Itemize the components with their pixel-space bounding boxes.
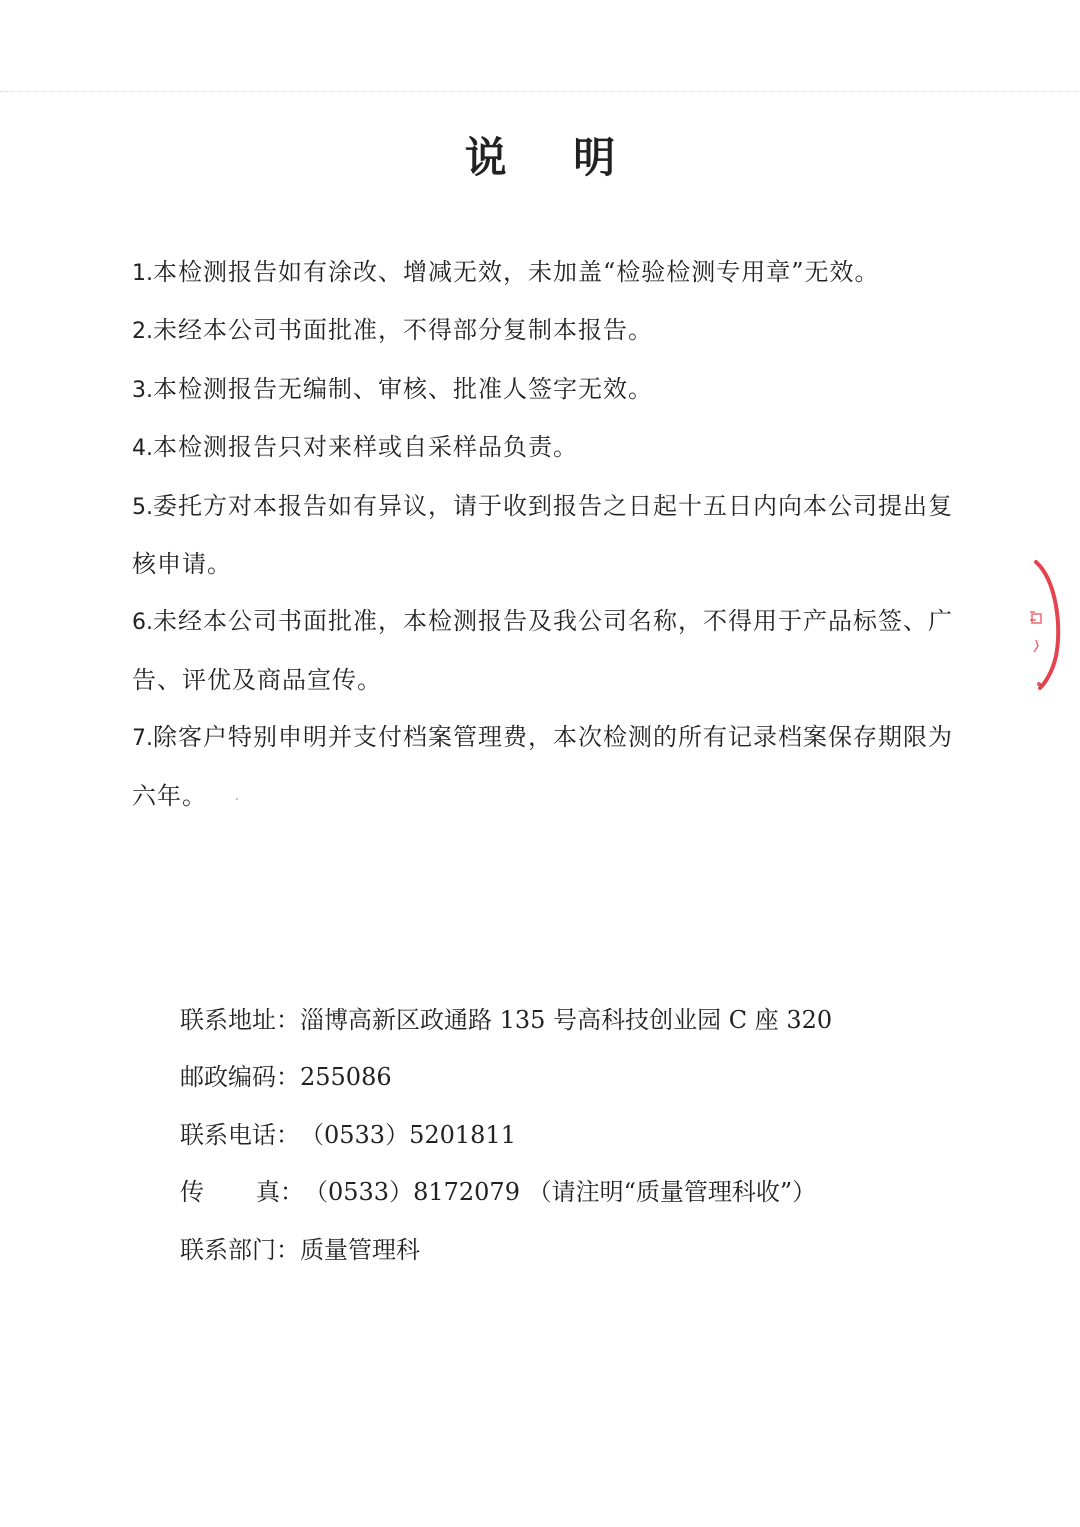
note-number: 5. xyxy=(132,494,153,520)
seal-icon xyxy=(1022,556,1080,696)
contact-phone-row xyxy=(180,1107,960,1164)
contact-fax-row xyxy=(180,1164,960,1221)
note-text: 未经本公司书面批准，不得部分复制本报告。 xyxy=(153,316,653,345)
dept-value: 质量管理科 xyxy=(300,1235,420,1264)
note-number: 4. xyxy=(132,436,153,462)
note-number: 3. xyxy=(132,377,153,403)
note-item-3 xyxy=(132,361,972,419)
notes-list xyxy=(132,244,972,825)
note-number: 7. xyxy=(132,726,153,752)
note-number: 6. xyxy=(132,610,153,636)
note-text: 本检测报告只对来样或自采样品负责。 xyxy=(153,433,578,462)
header-rule xyxy=(0,91,1080,92)
note-text: 未经本公司书面批准，本检测报告及我公司名称，不得用于产品标签、广告、评优及商品宣传。 xyxy=(132,607,953,694)
address-value: 淄博高新区政通路 135 号高科技创业园 C 座 320 xyxy=(300,1006,833,1034)
note-text: 本检测报告无编制、审核、批准人签字无效。 xyxy=(153,374,653,403)
dept-label: 联系部门： xyxy=(180,1235,300,1264)
phone-value: （0533）5201811 xyxy=(300,1120,516,1149)
contact-info xyxy=(180,992,960,1279)
note-text: 本检测报告如有涂改、增减无效，未加盖“检验检测专用章”无效。 xyxy=(153,258,880,286)
fax-label-last: 真： xyxy=(256,1178,304,1207)
postcode-label: 邮政编码： xyxy=(180,1063,300,1092)
note-item-1 xyxy=(132,244,972,302)
note-number: 2. xyxy=(132,319,153,345)
contact-postcode-row xyxy=(180,1049,960,1106)
note-item-7 xyxy=(132,709,972,825)
fax-label-first: 传 xyxy=(180,1178,256,1207)
fax-value: （0533）8172079 （请注明“质量管理科收”） xyxy=(304,1178,817,1207)
note-item-6 xyxy=(132,593,972,709)
address-label: 联系地址： xyxy=(180,1006,300,1034)
note-item-2 xyxy=(132,302,972,360)
page-title: 说 明 xyxy=(464,133,642,182)
note-number: 1. xyxy=(132,261,153,286)
fax-label xyxy=(180,1164,304,1221)
note-text: 除客户特别申明并支付档案管理费，本次检测的所有记录档案保存期限为六年。 xyxy=(132,723,953,810)
scan-speck xyxy=(236,798,238,800)
note-item-4 xyxy=(132,419,972,477)
phone-label: 联系电话： xyxy=(180,1120,300,1149)
postcode-value: 255086 xyxy=(300,1063,392,1092)
note-item-5 xyxy=(132,478,972,594)
contact-dept-row xyxy=(180,1222,960,1279)
contact-address-row xyxy=(180,992,960,1049)
note-text: 委托方对本报告如有异议，请于收到报告之日起十五日内向本公司提出复核申请。 xyxy=(132,491,953,579)
